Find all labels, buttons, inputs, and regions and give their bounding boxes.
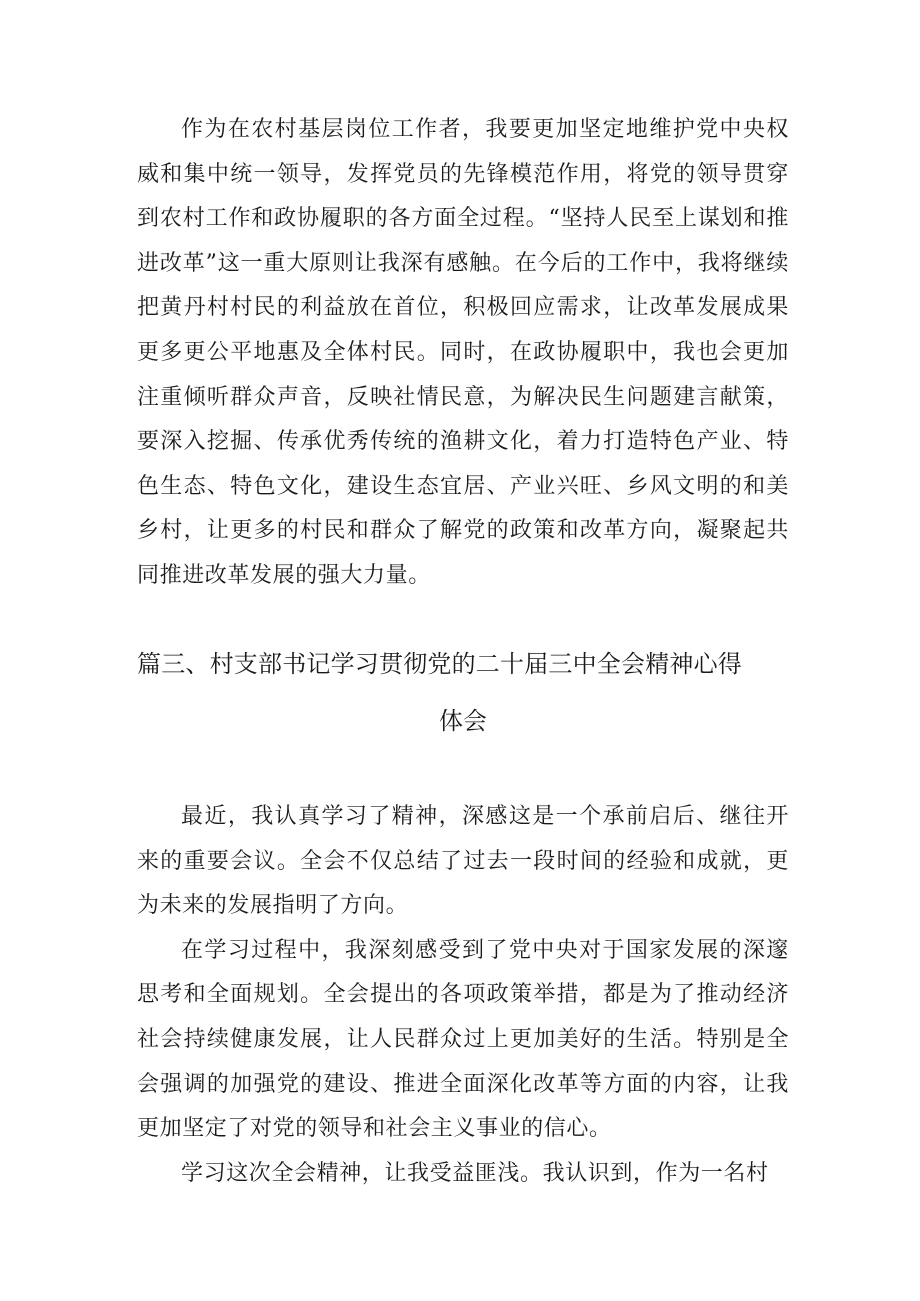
paragraph: 最近，我认真学习了精神，深感这是一个承前启后、继往开来的重要会议。全会不仅总结了过去一段时间的经验和成就，更为未来的发展指明了方向。 — [137, 804, 789, 919]
section-1-text — [137, 108, 789, 599]
paragraph: 学习这次全会精神，让我受益匪浅。我认识到，作为一名村 — [181, 1160, 769, 1186]
section-2-text — [137, 795, 789, 1196]
paragraph: 作为在农村基层岗位工作者，我要更加坚定地维护党中央权威和集中统一领导，发挥党员的先锋模范作用，将党的领导贯穿到农村工作和政协履职的各方面全过程。“坚持人民至上谋划和推进改革”这一重大原则让我深有感触。在今后的工作中，我将继续把黄丹村村民的利益放在首位，积极回应需求，让改革发展成果更多更公平地惠及全体村民。同时，在政协履职中，我也会更加注重倾听群众声音，反映社情民意，为解决民生问题建言献策，要深入挖掘、传承优秀传统的渔耕文化，着力打造特色产业、特色生态、特色文化，建设生态宜居、产业兴旺、乡风文明的和美乡村，让更多的村民和群众了解党的政策和改革方向，凝聚起共同推进改革发展的强大力量。 — [137, 117, 789, 588]
heading-line-1: 篇三、村支部书记学习贯彻党的二十届三中全会精神心得 — [137, 650, 742, 678]
heading-line-2: 体会 — [439, 707, 487, 735]
paragraph: 在学习过程中，我深刻感受到了党中央对于国家发展的深邃思考和全面规划。全会提出的各项政策举措，都是为了推动经济社会持续健康发展，让人民群众过上更加美好的生活。特别是全会强调的加强党的建设、推进全面深化改革等方面的内容，让我更加坚定了对党的领导和社会主义事业的信心。 — [137, 937, 789, 1142]
section-heading — [137, 636, 789, 750]
